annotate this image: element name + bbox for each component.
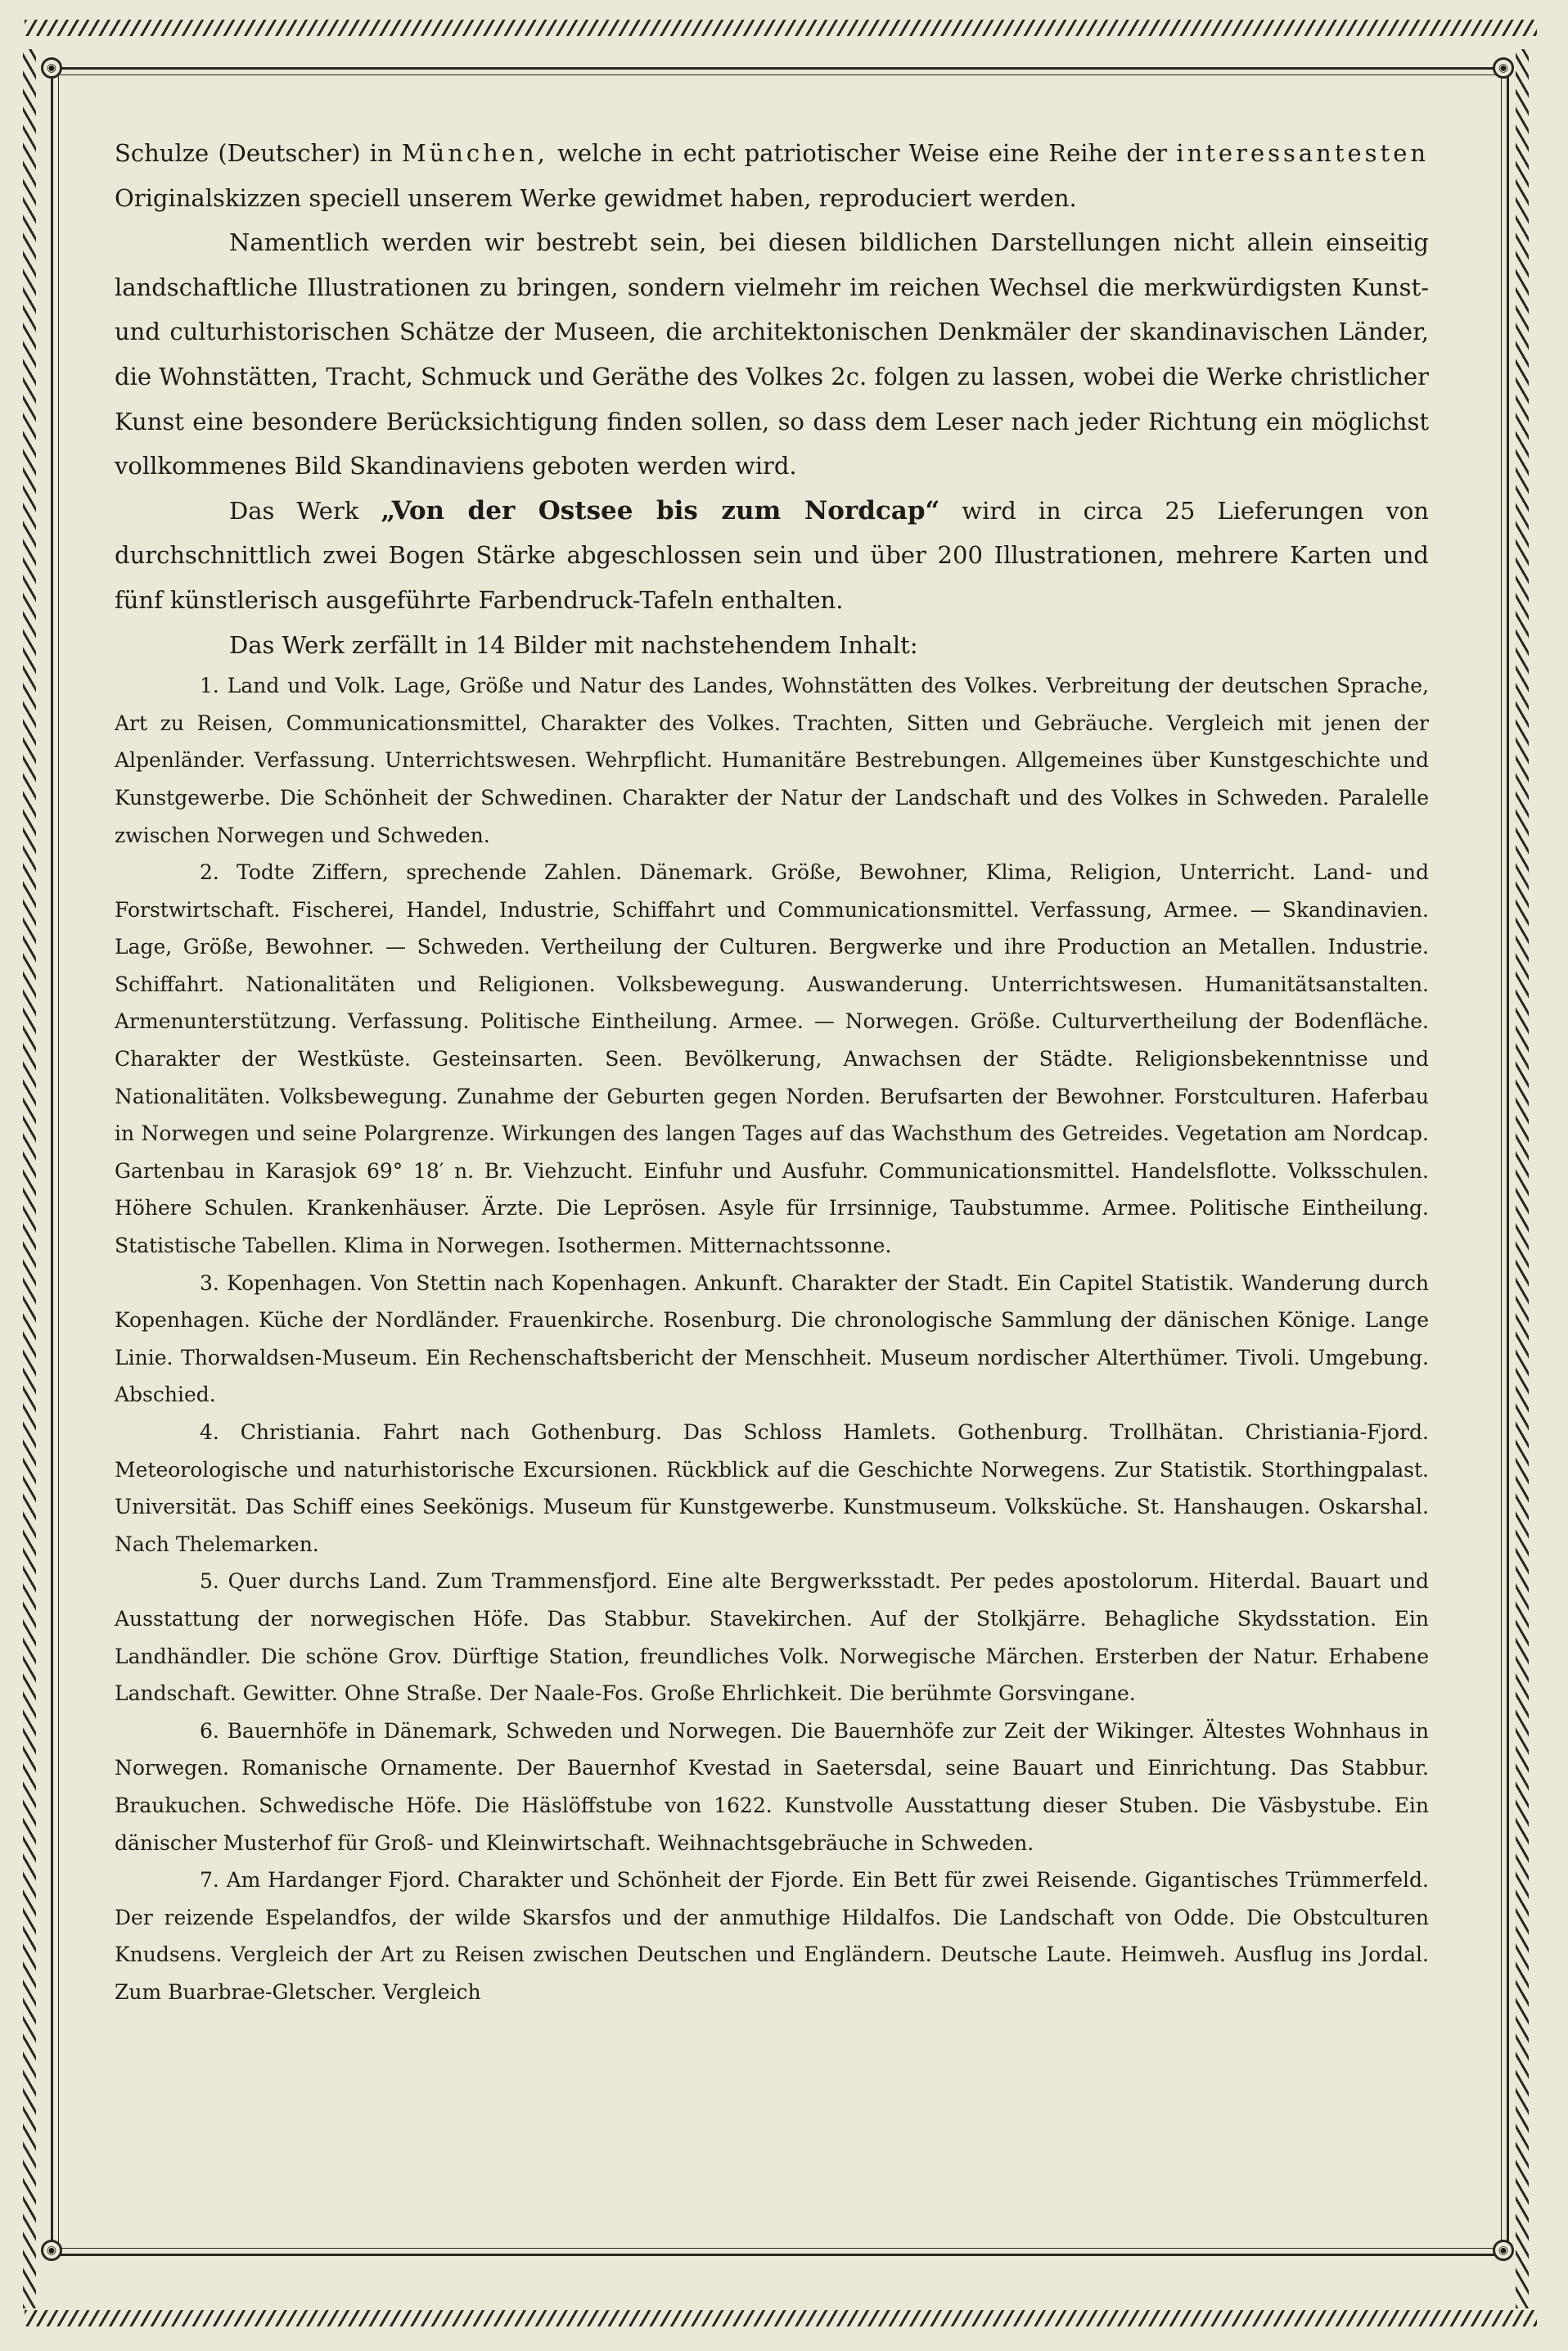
corner-ornament-icon: ◉ [41,57,62,79]
item-text: Christiania. Fahrt nach Gothenburg. Das Schloss Hamlets. Gothenburg. Trollhätan. Christiania-Fjord. Meteorologische und naturhistorische Excursionen. Rückblick auf die Geschichte Norwegens. Zur Statistik. Storthingpalast. Universität. Das Schiff eines Seekönigs. Museum für Kunstgewerbe. Kunstmuseum. Volksküche. St. Hanshaugen. Oskarshal. Nach Thelemarken. [115,1420,1430,1556]
item-number: 6. [200,1718,219,1743]
text-run: Schulze (Deutscher) in [115,139,393,167]
item-text: Kopenhagen. Von Stettin nach Kopenhagen. Ankunft. Charakter der Stadt. Ein Capitel Statistik. Wanderung durch Kopenhagen. Küche der Nordländer. Frauenkirche. Rosenburg. Die chronologische Sammlung der dänischen Könige. Lange Linie. Thorwaldsen-Museum. Ein Rechenschaftsbericht der Menschheit. Museum nordischer Alterthümer. Tivoli. Umgebung. Abschied. [115,1270,1429,1407]
item-number: 5. [200,1569,219,1594]
item-text: Todte Ziffern, sprechende Zahlen. Dänemark. Größe, Bewohner, Klima, Religion, Unterricht. Land- und Forstwirtschaft. Fischerei, Handel, Industrie, Schiffahrt und Communicationsmittel. Verfassung, Armee. — Skandinavien. Lage, Größe, Bewohner. — Schweden. Vertheilung der Culturen. Bergwerke und ihre Production an Metallen. Industrie. Schiffahrt. Nationalitäten und Religionen. Volksbewegung. Auswanderung. Unterrichtswesen. Humanitätsanstalten. Armenunterstützung. Verfassung. Politische Eintheilung. Armee. — Norwegen. Größe. Culturvertheilung der Bodenfläche. Charakter der Westküste. Gesteinsarten. Seen. Bevölkerung, Anwachsen der Städte. Religionsbekenntnisse und Nationalitäten. Volksbewegung. Zunahme der Geburten gegen Norden. Berufsarten der Bewohner. Forstculturen. Haferbau in Norwegen und seine Polargrenze. Wirkungen des langen Tages auf das Wachsthum des Getreides. Vegetation am Nordcap. Gartenbau in Karasjok 69° 18′ n. Br. Viehzucht. Einfuhr und Ausfuhr. Communicationsmittel. Handelsflotte. Volksschulen. Höhere Schulen. Krankenhäuser. Ärzte. Die Leprösen. Asyle für Irrsinnige, Taubstumme. Armee. Politische Eintheilung. Statistische Tabellen. Klima in Norwegen. Isothermen. Mitternachtssonne. [115,860,1429,1258]
text-run: welche in echt patriotischer Weise eine Reihe der [557,139,1168,167]
item-number: 3. [200,1270,219,1295]
item-number: 7. [200,1868,219,1893]
item-text: Land und Volk. Lage, Größe und Natur des Landes, Wohnstätten des Volkes. Verbreitung der deutschen Sprache, Art zu Reisen, Communicationsmittel, Charakter des Volkes. Trachten, Sitten und Gebräuche. Vergleich mit jenen der Alpenländer. Verfassung. Unterrichtswesen. Wehrpflicht. Humanitäre Bestrebungen. Allgemeines über Kunstgeschichte und Kunstgewerbe. Die Schönheit der Schwedinen. Charakter der Natur der Landschaft und des Volkes in Schweden. Paralelle zwischen Norwegen und Schweden. [115,674,1430,847]
contents-item-7 [115,1861,1429,2010]
top-hatched-border [25,20,1537,36]
corner-ornament-icon: ◉ [41,2240,62,2261]
contents-item-5 [115,1563,1429,1712]
text-run: Originalskizzen speciell unserem Werke gewidmet haben, reproduciert werden. [115,183,1077,212]
contents-item-3 [115,1265,1429,1414]
item-text: Quer durchs Land. Zum Trammensfjord. Eine alte Bergwerksstadt. Per pedes apostolorum. Hiterdal. Bauart und Ausstattung der norwegischen Höfe. Das Stabbur. Stavekirchen. Auf der Stolkjärre. Behagliche Skydsstation. Ein Landhändler. Die schöne Grov. Dürftige Station, freundliches Volk. Norwegische Märchen. Ersterben der Natur. Erhabene Landschaft. Gewitter. Ohne Straße. Der Naale-Fos. Große Ehrlichkeit. Die berühmte Gorsvingane. [115,1569,1429,1706]
contents-item-4 [115,1414,1429,1563]
item-number: 4. [200,1420,219,1444]
left-hatched-border [23,49,36,2308]
work-title: „Von der Ostsee bis zum Nordcap“ [381,495,940,526]
item-number: 2. [200,860,219,885]
item-text: Am Hardanger Fjord. Charakter und Schönheit der Fjorde. Ein Bett für zwei Reisende. Gigantisches Trümmerfeld. Der reizende Espelandfos, der wilde Skarsfos und der anmuthige Hildalfos. Die Landschaft von Odde. Die Obstculturen Knudsens. Vergleich der Art zu Reisen zwischen Deutschen und Engländern. Deutsche Laute. Heimweh. Ausflug ins Jordal. Zum Buarbrae-Gletscher. Vergleich [115,1868,1430,2004]
contents-item-6 [115,1712,1429,1861]
bottom-hatched-border [25,2310,1537,2326]
item-text: Bauernhöfe in Dänemark, Schweden und Norwegen. Die Bauernhöfe zur Zeit der Wikinger. Ältestes Wohnhaus in Norwegen. Romanische Ornamente. Der Bauernhof Kvestad in Saetersdal, seine Bauart und Einrichtung. Das Stabbur. Braukuchen. Schwedische Höfe. Die Häslöffstube von 1622. Kunstvolle Ausstattung dieser Stuben. Die Väsbystube. Ein dänischer Musterhof für Groß- und Kleinwirtschaft. Weihnachtsgebräuche in Schweden. [115,1718,1429,1855]
page-content [115,131,1429,2011]
emphasized-text: interessantesten [1176,139,1430,167]
item-number: 1. [200,674,219,698]
text-run: wird in circa 25 Lieferungen von durchschnittlich zwei Bogen Stärke abgeschlossen sein und über 200 Illustrationen, mehrere Karten und fünf künstlerisch ausgeführte Farbendruck-Tafeln enthalten. [115,496,1429,614]
intro-paragraph-3 [115,489,1429,623]
contents-item-1 [115,667,1429,854]
intro-paragraph-1 [115,131,1429,220]
text-run: Das Werk [229,496,359,525]
contents-item-2 [115,854,1429,1265]
right-hatched-border [1516,49,1529,2308]
intro-paragraph-2: Namentlich werden wir bestrebt sein, bei diesen bildlichen Darstellungen nicht allein einseitig landschaftliche Illustrationen zu bringen, sondern vielmehr im reichen Wechsel die merkwürdigsten Kunst- und culturhistorischen Schätze der Museen, die architektonischen Denkmäler der skandinavischen Länder, die Wohnstätten, Tracht, Schmuck und Geräthe des Volkes 2c. folgen zu lassen, wobei die Werke christlicher Kunst eine besondere Berücksichtigung finden sollen, so dass dem Leser nach jeder Richtung ein möglichst vollkommenes Bild Skandinaviens geboten werden wird. [115,228,1429,481]
corner-ornament-icon: ◉ [1493,2240,1514,2261]
emphasized-text: München, [401,139,548,167]
corner-ornament-icon: ◉ [1493,57,1514,79]
contents-heading: Das Werk zerfällt in 14 Bilder mit nachstehendem Inhalt: [229,630,918,659]
